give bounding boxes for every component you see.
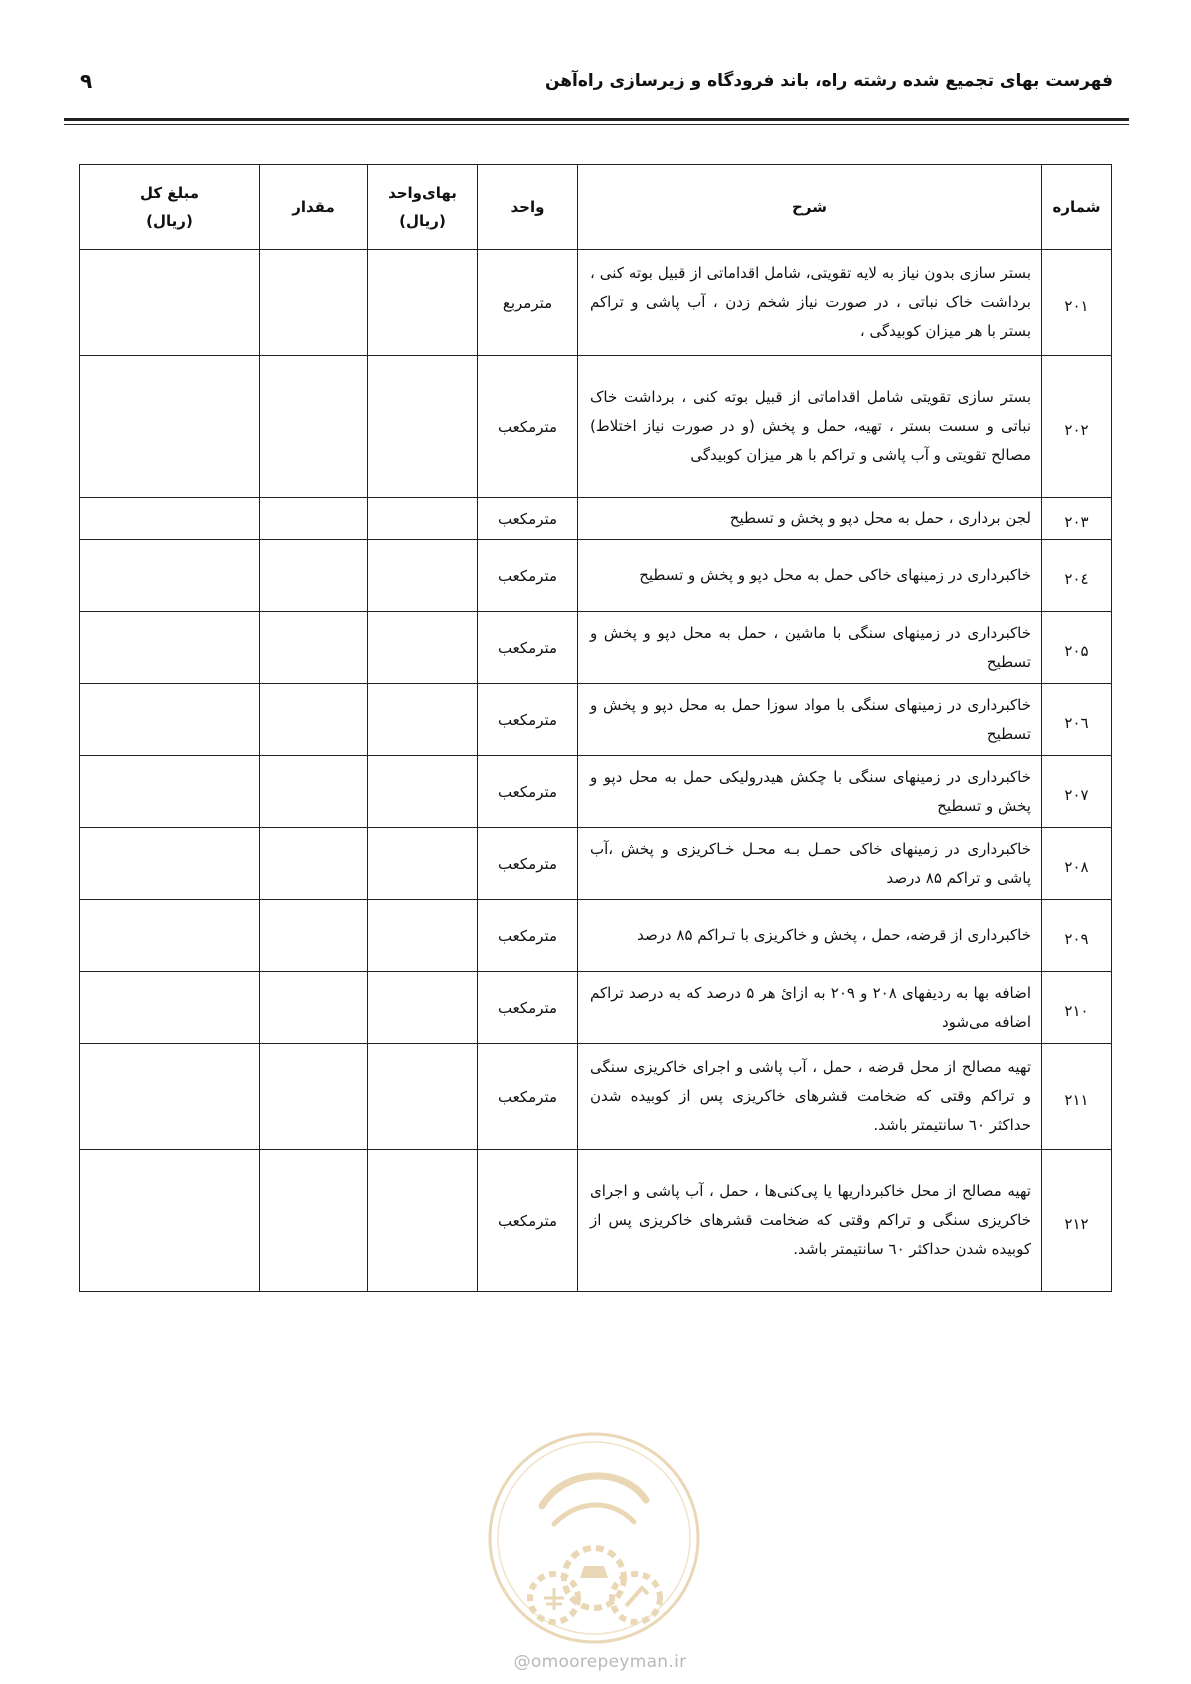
table-row <box>80 612 1112 684</box>
row-description: خاکبرداری در زمینهای سنگی با ماشین ، حمل به محل دپو و پخش و تسطیح <box>578 612 1042 684</box>
row-quantity-cell <box>260 612 368 684</box>
row-description: بستر سازی تقویتی شامل اقداماتی از قبیل بوته کنی ، برداشت خاک نباتی و سست بستر ، تهیه، حمل و پخش (و در صورت نیاز اختلاط) مصالح تقویتی و آب پاشی و تراکم با هر میزان کوبیدگی <box>578 356 1042 498</box>
row-unit-price-cell <box>368 972 478 1044</box>
row-total-cell <box>80 900 260 972</box>
row-quantity-cell <box>260 756 368 828</box>
row-total-cell <box>80 1150 260 1292</box>
row-total-cell <box>80 498 260 540</box>
row-unit-price-cell <box>368 828 478 900</box>
page-number: ۹ <box>80 69 93 93</box>
row-unit-price-cell <box>368 356 478 498</box>
column-header-unit: واحد <box>478 165 578 250</box>
watermark-url: @omoorepeyman.ir <box>513 1652 687 1672</box>
row-unit-price-cell <box>368 684 478 756</box>
row-quantity-cell <box>260 540 368 612</box>
column-header-number: شماره <box>1042 165 1112 250</box>
row-unit: مترمکعب <box>478 756 578 828</box>
row-quantity-cell <box>260 900 368 972</box>
row-quantity-cell <box>260 684 368 756</box>
row-total-cell <box>80 1044 260 1150</box>
table-row <box>80 756 1112 828</box>
row-number: ۲۰۸ <box>1042 828 1112 900</box>
header-title: فهرست بهای تجمیع شده رشته راه، باند فرودگاه و زیرسازی راه‌آهن <box>544 71 1113 91</box>
table-row <box>80 972 1112 1044</box>
table-body <box>80 250 1112 1292</box>
row-unit-price-cell <box>368 756 478 828</box>
row-number: ۲۰۱ <box>1042 250 1112 356</box>
row-unit: مترمکعب <box>478 828 578 900</box>
row-total-cell <box>80 684 260 756</box>
row-number: ۲۰٤ <box>1042 540 1112 612</box>
row-total-cell <box>80 356 260 498</box>
row-unit-price-cell <box>368 250 478 356</box>
row-description: لجن برداری ، حمل به محل دپو و پخش و تسطیح <box>578 498 1042 540</box>
row-number: ۲۰۳ <box>1042 498 1112 540</box>
row-quantity-cell <box>260 1044 368 1150</box>
row-quantity-cell <box>260 1150 368 1292</box>
row-unit: مترمکعب <box>478 540 578 612</box>
table-row <box>80 1150 1112 1292</box>
row-description: خاکبرداری در زمینهای سنگی با چکش هیدرولیکی حمل به محل دپو و پخش و تسطیح <box>578 756 1042 828</box>
row-number: ۲۱۲ <box>1042 1150 1112 1292</box>
row-quantity-cell <box>260 356 368 498</box>
row-description: خاکبرداری در زمینهای خاکی حمل به محل دپو و پخش و تسطیح <box>578 540 1042 612</box>
row-description: خاکبرداری در زمینهای سنگی با مواد سوزا حمل به محل دپو و پخش و تسطیح <box>578 684 1042 756</box>
table-row <box>80 356 1112 498</box>
row-unit: مترمکعب <box>478 612 578 684</box>
table-row <box>80 250 1112 356</box>
row-description: خاکبرداری از قرضه، حمل ، پخش و خاکریزی با تـراکم ۸۵ درصد <box>578 900 1042 972</box>
row-total-cell <box>80 250 260 356</box>
row-quantity-cell <box>260 250 368 356</box>
row-unit: مترمکعب <box>478 900 578 972</box>
row-unit-price-cell <box>368 498 478 540</box>
column-header-description: شرح <box>578 165 1042 250</box>
omoorepeyman-logo-watermark <box>484 1428 704 1648</box>
table-row <box>80 498 1112 540</box>
row-unit: مترمکعب <box>478 1150 578 1292</box>
row-number: ۲۱۱ <box>1042 1044 1112 1150</box>
row-unit: مترمربع <box>478 250 578 356</box>
row-description: تهیه مصالح از محل قرضه ، حمل ، آب پاشی و اجرای خاکریزی سنگی و تراکم وقتی که ضخامت قشرهای خاکریزی پس از کوبیده شدن حداکثر ٦۰ سانتیمتر باشد. <box>578 1044 1042 1150</box>
row-unit-price-cell <box>368 612 478 684</box>
row-number: ۲۰۷ <box>1042 756 1112 828</box>
row-number: ۲۰۹ <box>1042 900 1112 972</box>
table-row <box>80 1044 1112 1150</box>
row-unit: مترمکعب <box>478 972 578 1044</box>
row-unit: مترمکعب <box>478 498 578 540</box>
row-unit: مترمکعب <box>478 356 578 498</box>
row-total-cell <box>80 972 260 1044</box>
row-number: ۲۰۲ <box>1042 356 1112 498</box>
row-number: ۲۱۰ <box>1042 972 1112 1044</box>
unit-price-label: بهای‌واحد <box>388 183 457 202</box>
row-description: بستر سازی بدون نیاز به لایه تقویتی، شامل اقداماتی از قبیل بوته کنی ، برداشت خاک نباتی ، در صورت نیاز شخم زدن ، آب پاشی و تراکم بستر با هر میزان کوبیدگی ، <box>578 250 1042 356</box>
page-header <box>80 64 1113 98</box>
row-unit-price-cell <box>368 1150 478 1292</box>
row-unit-price-cell <box>368 900 478 972</box>
column-header-total <box>80 165 260 250</box>
table-row <box>80 828 1112 900</box>
row-description: تهیه مصالح از محل خاکبرداریها یا پی‌کنی‌ها ، حمل ، آب پاشی و اجرای خاکریزی سنگی و تراکم وقتی که ضخامت قشرهای خاکریزی پس از کوبیده شدن حداکثر ٦۰ سانتیمتر باشد. <box>578 1150 1042 1292</box>
column-header-unit-price <box>368 165 478 250</box>
row-description: خاکبرداری در زمینهای خاکی حمـل بـه محـل خـاکریزی و پخش ،آب پاشی و تراکم ۸۵ درصد <box>578 828 1042 900</box>
table-row <box>80 684 1112 756</box>
total-currency: (ریال) <box>146 212 193 230</box>
column-header-quantity: مقدار <box>260 165 368 250</box>
row-total-cell <box>80 612 260 684</box>
row-unit: مترمکعب <box>478 1044 578 1150</box>
row-quantity-cell <box>260 498 368 540</box>
total-label: مبلغ کل <box>139 183 200 202</box>
header-rule <box>64 118 1129 125</box>
row-total-cell <box>80 540 260 612</box>
table-header-row <box>80 165 1112 250</box>
unit-price-currency: (ریال) <box>399 212 446 230</box>
row-quantity-cell <box>260 972 368 1044</box>
row-unit: مترمکعب <box>478 684 578 756</box>
row-number: ۲۰٦ <box>1042 684 1112 756</box>
table-row <box>80 540 1112 612</box>
row-unit-price-cell <box>368 1044 478 1150</box>
table-row <box>80 900 1112 972</box>
row-description: اضافه بها به ردیفهای ۲۰۸ و ۲۰۹ به ازائ هر ۵ درصد که به درصد تراکم اضافه می‌شود <box>578 972 1042 1044</box>
row-total-cell <box>80 756 260 828</box>
price-list-table <box>79 164 1112 1292</box>
row-quantity-cell <box>260 828 368 900</box>
row-unit-price-cell <box>368 540 478 612</box>
row-number: ۲۰۵ <box>1042 612 1112 684</box>
row-total-cell <box>80 828 260 900</box>
